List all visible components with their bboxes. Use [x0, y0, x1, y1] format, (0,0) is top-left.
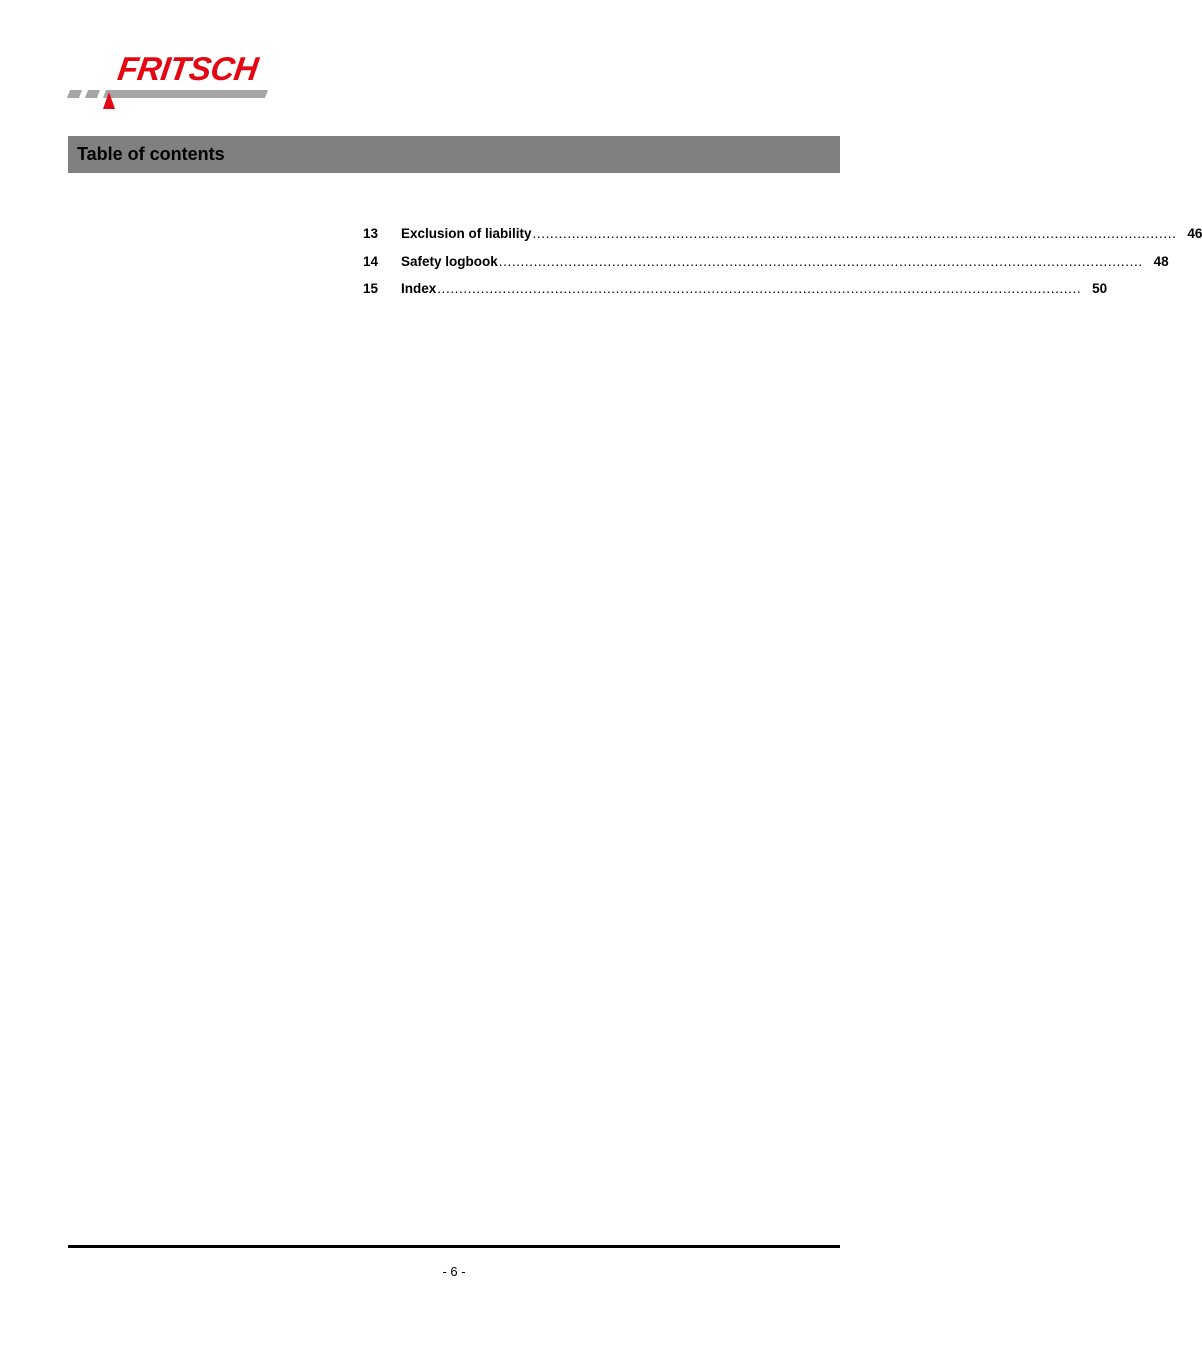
toc-entry-page: 46 — [1187, 226, 1202, 241]
toc-entry[interactable] — [363, 252, 1169, 280]
footer-rule — [68, 1245, 840, 1248]
toc-entry-number: 13 — [363, 226, 379, 241]
toc-entry-page: 50 — [1092, 281, 1108, 296]
toc-entry-number: 14 — [363, 253, 379, 269]
toc-entry[interactable] — [363, 224, 1202, 252]
toc-entry-number: 15 — [363, 281, 379, 296]
toc-leader-dots: .................................................................................................................................................... — [532, 226, 1177, 241]
toc-entry[interactable] — [363, 279, 1108, 307]
toc-entry-title: Safety logbook — [401, 253, 498, 269]
page-title: Table of contents — [77, 144, 225, 164]
toc-entry-title: Exclusion of liability — [401, 226, 532, 241]
toc-entry-title: Index — [401, 281, 437, 296]
section-header-bar — [68, 136, 840, 173]
toc-leader-dots: .................................................................................................................................................... — [437, 281, 1082, 296]
toc-entry-page: 48 — [1153, 253, 1169, 269]
page-number: - 6 - — [442, 1264, 466, 1279]
logo-wordmark: FRITSCH — [115, 50, 261, 87]
toc-leader-dots: .................................................................................................................................................... — [498, 253, 1143, 269]
toc-list — [363, 224, 1202, 307]
fritsch-logo — [66, 50, 286, 112]
logo-bars-icon — [66, 86, 276, 112]
